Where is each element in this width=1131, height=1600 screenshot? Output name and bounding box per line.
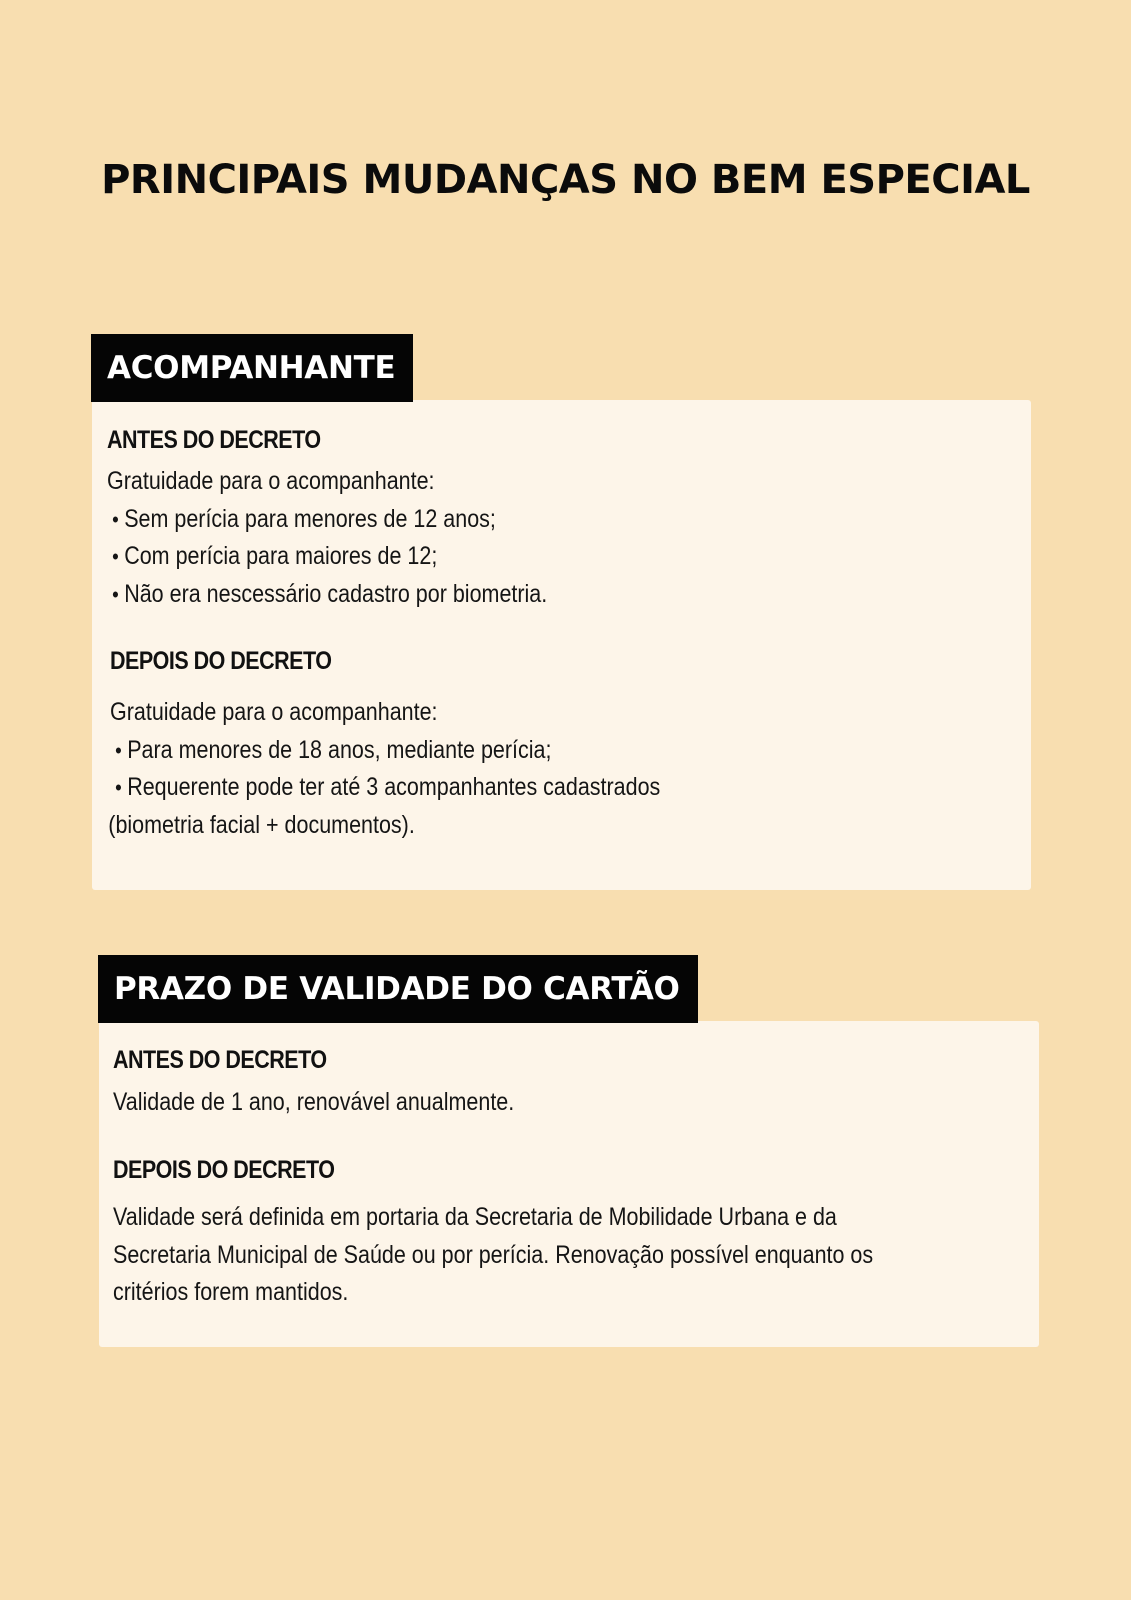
list-item: • Para menores de 18 anos, mediante perícia; <box>110 732 660 770</box>
acompanhante-after-intro: Gratuidade para o acompanhante: <box>110 698 438 726</box>
page-title: PRINCIPAIS MUDANÇAS NO BEM ESPECIAL <box>101 157 1030 203</box>
acompanhante-before-text <box>107 463 547 613</box>
acompanhante-before-heading: ANTES DO DECRETO <box>107 426 321 454</box>
validade-label: PRAZO DE VALIDADE DO CARTÃO <box>98 955 698 1023</box>
acompanhante-after-continuation: (biometria facial + documentos). <box>108 810 415 839</box>
acompanhante-after-text <box>110 694 660 844</box>
acompanhante-before-intro: Gratuidade para o acompanhante: <box>107 467 435 495</box>
list-item: • Sem perícia para menores de 12 anos; <box>107 501 547 539</box>
validade-before-text: Validade de 1 ano, renovável anualmente. <box>113 1088 515 1116</box>
bullet-icon: • <box>115 775 122 800</box>
acompanhante-label: ACOMPANHANTE <box>91 334 413 402</box>
acompanhante-after-heading: DEPOIS DO DECRETO <box>110 647 332 675</box>
list-item: • Não era nescessário cadastro por biometria. <box>107 576 547 614</box>
validade-before-heading: ANTES DO DECRETO <box>113 1046 327 1074</box>
validade-after-text: Validade será definida em portaria da Secretaria de Mobilidade Urbana e da Secretaria Municipal de Saúde ou por perícia. Renovação possível enquanto os critérios forem mantidos. <box>113 1203 874 1306</box>
bullet-icon: • <box>112 506 119 532</box>
bullet-icon: • <box>112 544 119 569</box>
list-item: • Requerente pode ter até 3 acompanhantes cadastrados <box>110 769 660 807</box>
list-item: • Com perícia para maiores de 12; <box>107 538 547 576</box>
bullet-icon: • <box>112 581 119 607</box>
bullet-icon: • <box>115 737 122 763</box>
validade-after-heading: DEPOIS DO DECRETO <box>113 1156 335 1184</box>
